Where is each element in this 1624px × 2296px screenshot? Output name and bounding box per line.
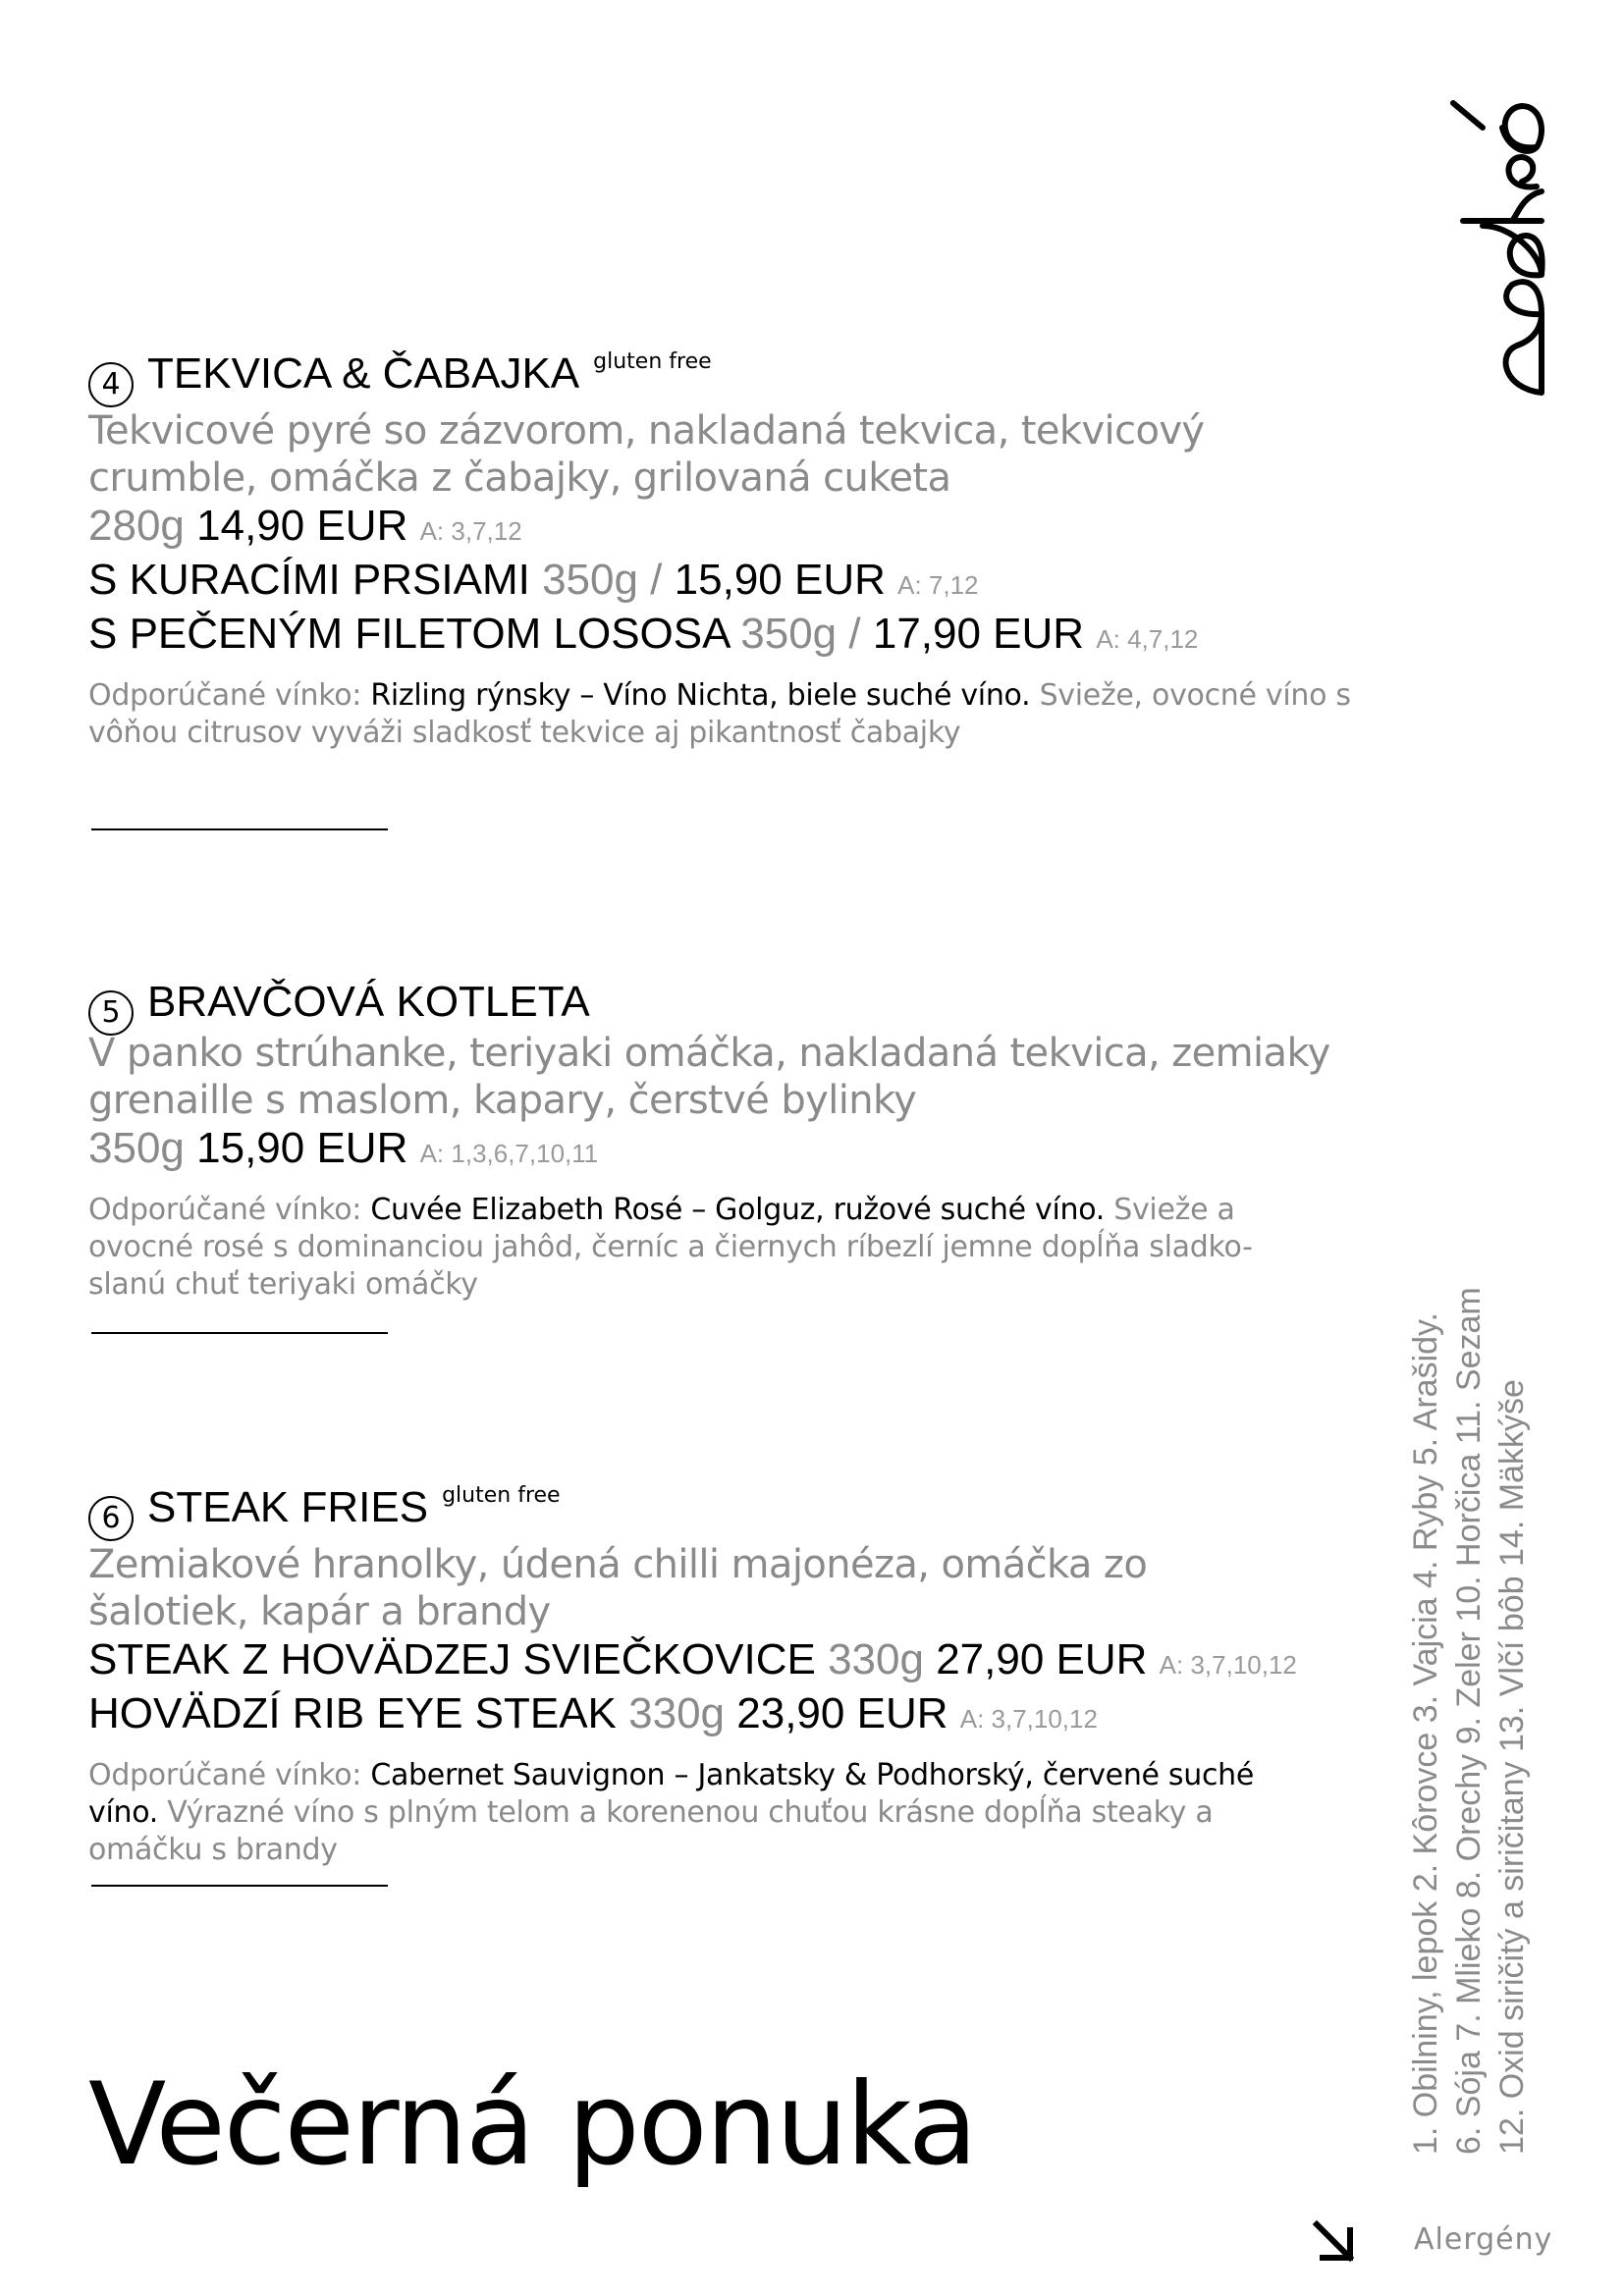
- wine-pairing: [88, 677, 1365, 752]
- dish-number-badge: 5: [88, 990, 134, 1036]
- dish-name: STEAK FRIES: [147, 1483, 429, 1531]
- variant-name: S KURACÍMI PRSIAMI: [88, 556, 530, 604]
- dish-number-badge: 4: [88, 362, 134, 407]
- dish-description: V panko strúhanke, teriyaki omáčka, nakladaná tekvica, zemiaky grenaille s maslom, kapary, čerstvé bylinky: [88, 1031, 1330, 1123]
- dish-name: TEKVICA & ČABAJKA: [147, 349, 580, 398]
- section-divider: [91, 828, 388, 830]
- price: 15,90 EUR: [674, 556, 886, 604]
- allergens-label: Alergény: [1414, 2222, 1553, 2257]
- section-divider: [91, 1332, 388, 1334]
- weight: 330g: [828, 1635, 924, 1683]
- weight: 350g: [88, 1124, 185, 1172]
- weight: 350g /: [740, 610, 861, 658]
- menu-item-bravcova-kotleta: [88, 977, 1394, 1304]
- price: 23,90 EUR: [736, 1689, 948, 1737]
- wine-label: Odporúčané vínko:: [88, 1193, 362, 1227]
- allergen-codes: A: 1,3,6,7,10,11: [419, 1139, 599, 1168]
- dish-name: BRAVČOVÁ KOTLETA: [147, 978, 590, 1026]
- variant-name: HOVÄDZÍ RIB EYE STEAK: [88, 1689, 617, 1737]
- wine-label: Odporúčané vínko:: [88, 1758, 362, 1792]
- wine-pairing: [88, 1192, 1326, 1304]
- menu-item-tekvica: [88, 348, 1394, 752]
- variant-line: [88, 1689, 1394, 1743]
- section-divider: [91, 1885, 388, 1887]
- price: 17,90 EUR: [872, 610, 1085, 658]
- wine-label: Odporúčané vínko:: [88, 678, 362, 713]
- brand-logo: [1443, 88, 1551, 402]
- allergen-codes: A: 3,7,10,12: [959, 1704, 1098, 1734]
- weight: 350g /: [542, 556, 663, 604]
- variant-line: [88, 556, 1394, 610]
- variant-name: STEAK Z HOVÄDZEJ SVIEČKOVICE: [88, 1635, 816, 1683]
- variant-line: [88, 1635, 1394, 1689]
- wine-note: Svieže, ovocné víno s vôňou citrusov vyváži sladkosť tekvice aj pikantnosť čabajky: [88, 678, 1351, 750]
- price: 14,90 EUR: [196, 502, 408, 550]
- allergens-legend: [1404, 1287, 1534, 2155]
- allergen-codes: A: 3,7,10,12: [1159, 1650, 1297, 1680]
- allergens-line: 12. Oxid siričitý a siričitany 13. Vlčí bôb 14. Mäkkýše: [1493, 1379, 1531, 2155]
- base-price-line: [88, 1124, 1394, 1178]
- weight: 330g: [628, 1689, 726, 1737]
- dish-number-badge: 6: [88, 1496, 134, 1541]
- variant-name: S PEČENÝM FILETOM LOSOSA: [88, 610, 730, 658]
- dish-description: Zemiakové hranolky, údená chilli majonéza, omáčka zo šalotiek, kapár a brandy: [88, 1542, 1148, 1634]
- dietary-tag: gluten free: [442, 1483, 561, 1508]
- wine-name: Cabernet Sauvignon – Jankatsky & Podhorský, červené suché víno.: [88, 1758, 1255, 1830]
- allergens-line: 6. Sója 7. Mlieko 8. Orechy 9. Zeler 10. Horčica 11. Sezam: [1450, 1287, 1488, 2155]
- wine-note: Výrazné víno s plným telom a korenenou chuťou krásne dopĺňa steaky a omáčku s brandy: [88, 1795, 1214, 1867]
- price: 27,90 EUR: [936, 1635, 1148, 1683]
- page-title: Večerná ponuka: [88, 2058, 976, 2191]
- menu-item-steak-fries: [88, 1482, 1394, 1869]
- allergen-codes: A: 4,7,12: [1096, 624, 1199, 654]
- wine-name: Cuvée Elizabeth Rosé – Golguz, ružové suché víno.: [370, 1193, 1105, 1227]
- price: 15,90 EUR: [196, 1124, 408, 1172]
- wine-pairing: [88, 1757, 1326, 1869]
- variant-line: [88, 610, 1394, 664]
- dish-description: Tekvicové pyré so zázvorom, nakladaná tekvica, tekvicový crumble, omáčka z čabajky, grilovaná cuketa: [88, 408, 1205, 501]
- arrow-down-right-icon: [1311, 2218, 1358, 2266]
- weight: 280g: [88, 502, 185, 550]
- allergens-line: 1. Obilniny, lepok 2. Kôrovce 3. Vajcia 4. Ryby 5. Arašidy.: [1407, 1312, 1444, 2155]
- dietary-tag: gluten free: [593, 349, 712, 374]
- allergen-codes: A: 3,7,12: [419, 516, 522, 546]
- base-price-line: [88, 502, 1394, 556]
- wine-note: Svieže a ovocné rosé s dominanciou jahôd, černíc a čiernych ríbezlí jemne dopĺňa sladko-slanú chuť teriyaki omáčky: [88, 1193, 1253, 1302]
- allergen-codes: A: 7,12: [897, 570, 979, 600]
- wine-name: Rizling rýnsky – Víno Nichta, biele suché víno.: [370, 678, 1031, 713]
